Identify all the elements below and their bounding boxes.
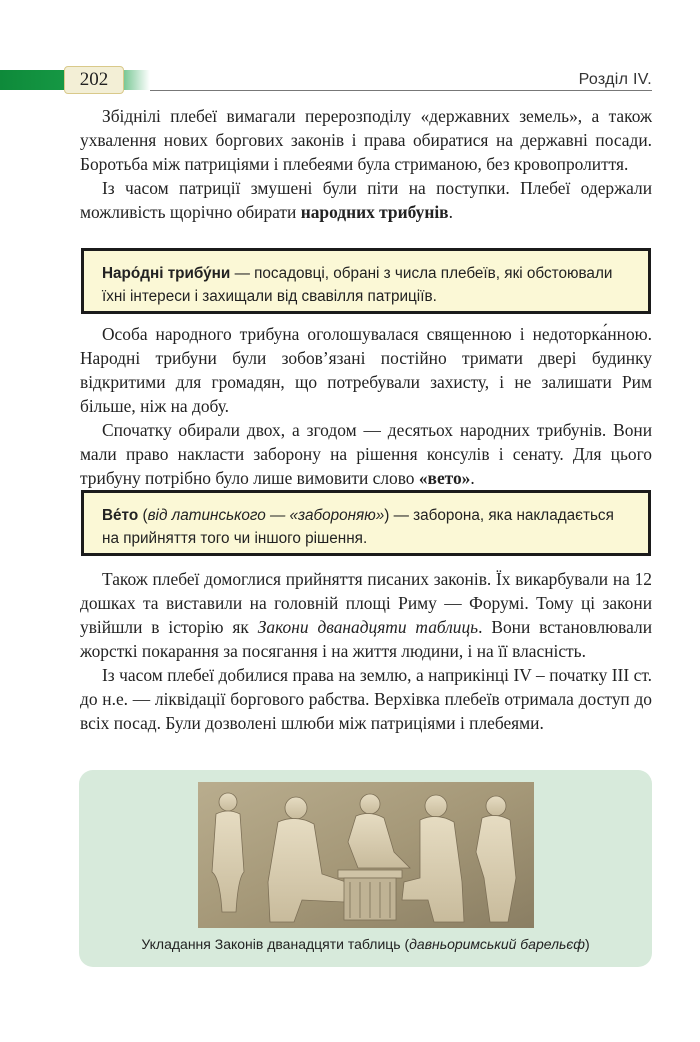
definition-text: — посадовці, обрані з числа плебеїв, які обстоювали їхні інтереси і захищали від свавілля патриціїв. <box>102 265 613 305</box>
paragraph: Із часом плебеї добилися права на землю, а наприкінці IV – початку III ст. до н.е. — ліквідації боргового рабства. Верхівка плебеїв отримала доступ до всіх посад. Були дозволені шлюби між патриціями і плебеями. <box>80 665 652 733</box>
bold-term: «вето» <box>418 468 471 488</box>
bas-relief-image <box>198 782 534 928</box>
relief-table <box>338 870 402 920</box>
paragraph: Із часом патриції змушені були піти на поступки. Плебеї одержали можливість щорічно обирати народних трибунів. <box>80 178 652 222</box>
definition-term: Ве́то <box>102 507 139 524</box>
italic-term: Закони дванадцяти таблиць <box>257 617 479 637</box>
definition-etymology: від латинського — «забороняю» <box>147 507 385 524</box>
text-block-2 <box>80 322 652 490</box>
paragraph: Збіднілі плебеї вимагали перерозподілу «державних земель», а також ухвалення нових боргових законів і права обиратися на державні посади. Боротьба між патриціями і плебеями була стриманою, без кровопролиття. <box>80 106 652 174</box>
definition-box-tribunes <box>81 248 651 314</box>
page-number: 202 <box>79 69 109 90</box>
section-label: Розділ IV. <box>578 71 652 88</box>
paragraph: Спочатку обирали двох, а згодом — десятьох народних трибунів. Вони мали право накласти заборону на рішення консулів і сенату. Для цього трибуну потрібно було лише вимовити слово «вето». <box>80 420 652 488</box>
page-number-badge <box>64 66 124 94</box>
paragraph: Також плебеї домоглися прийняття писаних законів. Їх викарбували на 12 дошках та виставили на головній площі Риму — Форумі. Тому ці закони увійшли в історію як Закони дванадцяти таблиць. Вони встановлювали жорсткі покарання за посягання і на життя людини, і на її власність. <box>80 569 652 661</box>
bold-term: народних трибунів <box>300 202 449 222</box>
figure-caption: Укладання Законів дванадцяти таблиць (давньоримський барельєф) <box>141 936 590 952</box>
text-block-1 <box>80 104 652 224</box>
text-block-3 <box>80 567 652 735</box>
header-divider <box>150 90 652 91</box>
paragraph: Особа народного трибуна оголошувалася священною і недоторка́нною. Народні трибуни були зобов’язані постійно тримати двері будинку відкритими для громадян, що потребували захисту, і не залишати Рим більше, ніж на добу. <box>80 324 652 416</box>
figure-panel <box>79 770 652 967</box>
definition-box-veto: Ве́то (від латинського — «забороняю») — заборона, яка накладається на прийняття того чи іншого рішення. <box>81 490 651 556</box>
definition-term: Наро́дні трибу́ни <box>102 265 231 282</box>
